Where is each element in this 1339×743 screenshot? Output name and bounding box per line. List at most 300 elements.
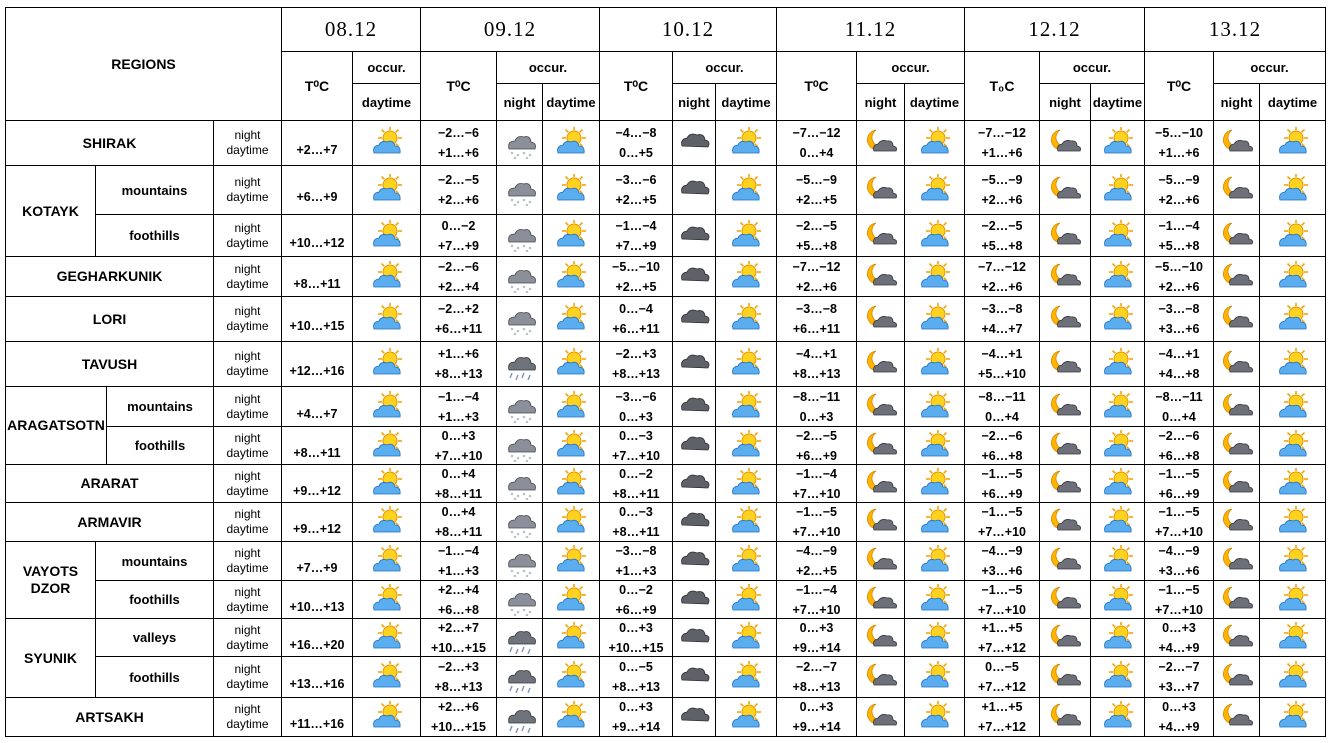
moon-cloud-icon: [864, 468, 898, 500]
night-temp: −1…−4: [437, 389, 479, 404]
temperature-cell: [776, 256, 857, 297]
daytime-temp: +9…+14: [792, 640, 841, 655]
temperature-cell: [964, 541, 1040, 581]
sun-cloud-icon: [904, 541, 965, 581]
moon-cloud-icon: [1213, 296, 1260, 342]
sun-cloud-icon: [352, 341, 421, 387]
moon-cloud-icon: [864, 261, 898, 293]
night-temp: +2…+6: [437, 700, 479, 714]
moon-cloud-icon: [856, 656, 905, 698]
sun-cloud-icon: [1259, 165, 1326, 215]
sun-cloud-icon: [1276, 303, 1310, 335]
sun-cloud-icon: [1101, 661, 1135, 693]
temperature-cell: [281, 697, 353, 737]
temperature-cell: [776, 580, 857, 619]
daytime-temp: +2…+6: [437, 193, 479, 207]
temperature-cell: [776, 541, 857, 581]
sun-cloud-icon: [918, 391, 952, 423]
sun-cloud-icon: [1259, 256, 1326, 297]
temperature-cell: [281, 580, 353, 619]
moon-cloud-icon: [1048, 127, 1082, 159]
night-label: night: [234, 128, 261, 142]
sun-cloud-icon: [370, 701, 404, 733]
sun-cloud-icon: [352, 697, 421, 737]
time-label: [213, 697, 282, 737]
sun-cloud-icon: [352, 580, 421, 619]
sun-cloud-icon: [352, 618, 421, 657]
sun-cloud-icon: [542, 541, 600, 581]
sun-cloud-icon: [918, 506, 952, 538]
temperature-cell: [420, 580, 497, 619]
snow-cloud-icon: [503, 391, 537, 423]
moon-cloud-icon: [1220, 348, 1254, 380]
sun-cloud-icon: [1090, 256, 1145, 297]
moon-cloud-icon: [1213, 580, 1260, 619]
sun-cloud-icon: [554, 701, 588, 733]
moon-cloud-icon: [856, 341, 905, 387]
sun-cloud-icon: [1101, 174, 1135, 206]
daytime-label: daytime: [226, 190, 269, 204]
moon-cloud-icon: [856, 697, 905, 737]
temperature-cell: [599, 256, 673, 297]
dark-cloud-icon: [677, 506, 711, 538]
daytime-temp: +1…+3: [437, 409, 479, 424]
dark-cloud-icon: [677, 584, 711, 616]
sun-cloud-icon: [918, 261, 952, 293]
temperature-cell: [420, 697, 497, 737]
night-temp: 0…−2: [619, 582, 653, 597]
sun-cloud-icon: [1259, 580, 1326, 619]
daytime-temp: +10…+15: [289, 319, 345, 333]
dark-cloud-icon: [677, 391, 711, 423]
time-label: [213, 256, 282, 297]
temperature-cell: [964, 341, 1040, 387]
sun-cloud-icon: [1259, 464, 1326, 503]
moon-cloud-icon: [1048, 303, 1082, 335]
temperature-cell: [420, 426, 497, 465]
night-temp: −7…−12: [978, 259, 1026, 274]
sun-cloud-icon: [715, 426, 777, 465]
night-label: night: [234, 702, 261, 716]
moon-cloud-icon: [1220, 545, 1254, 577]
sun-cloud-icon: [918, 622, 952, 654]
daytime-header: daytime: [904, 83, 965, 121]
moon-cloud-icon: [1220, 261, 1254, 293]
subregion-name: mountains: [95, 541, 214, 581]
daytime-label: daytime: [226, 406, 269, 421]
daytime-label: daytime: [226, 637, 269, 652]
night-temp: −2…+3: [615, 347, 657, 361]
region-name: TAVUSH: [5, 341, 214, 387]
temperature-cell: [964, 697, 1040, 737]
temperature-cell: [964, 256, 1040, 297]
snow-cloud-icon: [496, 426, 543, 465]
sun-cloud-icon: [729, 391, 763, 423]
sun-cloud-icon: [715, 165, 777, 215]
moon-cloud-icon: [1039, 426, 1091, 465]
sun-cloud-icon: [370, 174, 404, 206]
temperature-cell: [964, 426, 1040, 465]
sun-cloud-icon: [1101, 584, 1135, 616]
dark-cloud-icon: [677, 303, 711, 335]
moon-cloud-icon: [864, 545, 898, 577]
night-temp: +1…+5: [981, 620, 1023, 635]
moon-cloud-icon: [1039, 386, 1091, 427]
sun-cloud-icon: [1276, 545, 1310, 577]
night-temp: −2…−5: [795, 218, 837, 233]
snow-cloud-icon: [496, 464, 543, 503]
moon-cloud-icon: [1220, 506, 1254, 538]
sun-cloud-icon: [1101, 701, 1135, 733]
daytime-temp: +1…+6: [981, 146, 1023, 160]
sun-cloud-icon: [1259, 426, 1326, 465]
temperature-cell: [281, 464, 353, 503]
daytime-temp: +9…+12: [293, 522, 341, 536]
sun-cloud-icon: [715, 296, 777, 342]
daytime-temp: +2…+6: [795, 279, 837, 294]
region-name: SYUNIK: [5, 618, 96, 698]
moon-cloud-icon: [1048, 174, 1082, 206]
temperature-header: T₀C: [964, 51, 1040, 121]
time-label: [213, 386, 282, 427]
sun-cloud-icon: [554, 391, 588, 423]
moon-cloud-icon: [1039, 618, 1091, 657]
moon-cloud-icon: [1220, 622, 1254, 654]
temperature-cell: [1144, 296, 1214, 342]
temperature-cell: [599, 618, 673, 657]
sun-cloud-icon: [729, 430, 763, 462]
sun-cloud-icon: [715, 656, 777, 698]
daytime-temp: +5…+8: [795, 238, 837, 253]
temperature-cell: [281, 502, 353, 542]
sun-cloud-icon: [1101, 430, 1135, 462]
snow-cloud-icon: [503, 468, 537, 500]
snow-cloud-icon: [496, 120, 543, 166]
night-label: night: [234, 430, 261, 445]
night-temp: −7…−12: [792, 126, 841, 140]
daytime-temp: +7…+10: [1155, 525, 1203, 539]
night-temp: −1…−5: [981, 466, 1023, 481]
date-header: 09.12: [420, 7, 600, 52]
temperature-cell: [599, 120, 673, 166]
temperature-cell: [420, 165, 497, 215]
night-temp: −7…−12: [792, 259, 841, 274]
daytime-temp: +3…+6: [981, 564, 1023, 578]
time-label: [213, 341, 282, 387]
daytime-temp: +7…+10: [792, 602, 841, 617]
moon-cloud-icon: [1213, 341, 1260, 387]
sun-cloud-icon: [1101, 348, 1135, 380]
daytime-temp: +6…+11: [792, 322, 841, 336]
daytime-temp: +6…+9: [1158, 486, 1200, 501]
moon-cloud-icon: [1039, 341, 1091, 387]
daytime-temp: +10…+13: [289, 599, 345, 614]
snow-cloud-icon: [503, 584, 537, 616]
sun-cloud-icon: [904, 697, 965, 737]
daytime-label: daytime: [226, 445, 269, 460]
night-temp: −1…−5: [981, 582, 1023, 597]
moon-cloud-icon: [864, 303, 898, 335]
night-temp: −1…−4: [795, 466, 837, 481]
night-temp: −2…−6: [1158, 428, 1200, 443]
sun-cloud-icon: [1090, 120, 1145, 166]
temperature-cell: [599, 426, 673, 465]
sun-cloud-icon: [542, 656, 600, 698]
sun-cloud-icon: [1276, 348, 1310, 380]
dark-cloud-icon: [677, 174, 711, 206]
moon-cloud-icon: [1039, 580, 1091, 619]
sun-cloud-icon: [729, 661, 763, 693]
moon-cloud-icon: [1220, 661, 1254, 693]
occurrence-header: occur.: [672, 51, 777, 84]
subregion-name: mountains: [106, 386, 214, 427]
night-temp: −1…−4: [795, 582, 837, 597]
temperature-cell: [964, 120, 1040, 166]
daytime-temp: +7…+10: [434, 448, 483, 463]
sun-cloud-icon: [1276, 391, 1310, 423]
sun-cloud-icon: [729, 220, 763, 252]
moon-cloud-icon: [1220, 127, 1254, 159]
daytime-header: daytime: [542, 83, 600, 121]
dark-cloud-icon: [672, 341, 716, 387]
occurrence-header: occur.: [1039, 51, 1145, 84]
moon-cloud-icon: [864, 430, 898, 462]
moon-cloud-icon: [856, 580, 905, 619]
dark-cloud-icon: [677, 622, 711, 654]
sun-cloud-icon: [729, 584, 763, 616]
temperature-cell: [281, 426, 353, 465]
sun-cloud-icon: [904, 256, 965, 297]
daytime-temp: +1…+6: [437, 146, 479, 160]
sun-cloud-icon: [542, 165, 600, 215]
moon-cloud-icon: [864, 661, 898, 693]
daytime-temp: +7…+9: [437, 238, 479, 253]
date-header: 11.12: [776, 7, 965, 52]
daytime-temp: +10…+15: [431, 640, 486, 655]
daytime-label: daytime: [226, 599, 269, 614]
night-temp: 0…−5: [619, 660, 653, 674]
night-temp: 0…−4: [619, 302, 653, 316]
temperature-cell: [776, 165, 857, 215]
sun-cloud-icon: [370, 261, 404, 293]
sun-cloud-icon: [370, 545, 404, 577]
moon-cloud-icon: [1213, 256, 1260, 297]
night-temp: 0…+3: [799, 620, 834, 635]
daytime-temp: +8…+11: [293, 276, 341, 291]
sun-cloud-icon: [352, 386, 421, 427]
subregion-name: foothills: [95, 656, 214, 698]
date-header: 13.12: [1144, 7, 1326, 52]
sun-cloud-icon: [1090, 541, 1145, 581]
time-label: [213, 464, 282, 503]
sun-cloud-icon: [1276, 584, 1310, 616]
daytime-temp: +2…+5: [795, 193, 837, 207]
subregion-name: mountains: [95, 165, 214, 215]
moon-cloud-icon: [856, 256, 905, 297]
night-label: night: [234, 622, 261, 637]
sun-cloud-icon: [918, 303, 952, 335]
daytime-temp: +13…+16: [289, 677, 345, 691]
occurrence-header: occur.: [496, 51, 600, 84]
region-name: GEGHARKUNIK: [5, 256, 214, 297]
daytime-temp: +2…+6: [1158, 279, 1200, 294]
temperature-cell: [420, 502, 497, 542]
date-header: 10.12: [599, 7, 777, 52]
dark-cloud-icon: [672, 464, 716, 503]
dark-cloud-icon: [672, 214, 716, 257]
temperature-cell: [964, 296, 1040, 342]
temperature-cell: [420, 541, 497, 581]
temperature-cell: [1144, 120, 1214, 166]
snow-cloud-icon: [496, 256, 543, 297]
night-temp: −2…−5: [981, 218, 1023, 233]
night-temp: −4…+1: [795, 347, 837, 361]
moon-cloud-icon: [856, 165, 905, 215]
subregion-name: foothills: [95, 214, 214, 257]
sun-cloud-icon: [1276, 430, 1310, 462]
night-temp: −5…−9: [1158, 173, 1200, 187]
sun-cloud-icon: [904, 341, 965, 387]
temperature-cell: [599, 541, 673, 581]
time-label: [213, 165, 282, 215]
daytime-temp: +8…+11: [293, 445, 341, 460]
moon-cloud-icon: [1048, 261, 1082, 293]
night-temp: −2…−6: [981, 428, 1023, 443]
temperature-cell: [281, 165, 353, 215]
sun-cloud-icon: [715, 580, 777, 619]
sun-cloud-icon: [1101, 545, 1135, 577]
sun-cloud-icon: [1259, 502, 1326, 542]
dark-cloud-icon: [677, 261, 711, 293]
sun-cloud-icon: [729, 127, 763, 159]
sun-cloud-icon: [1276, 468, 1310, 500]
night-temp: −4…+1: [1158, 347, 1200, 361]
moon-cloud-icon: [1048, 220, 1082, 252]
moon-cloud-icon: [1048, 701, 1082, 733]
daytime-temp: 0…+4: [985, 409, 1019, 424]
temperature-cell: [964, 656, 1040, 698]
night-temp: −3…−8: [615, 544, 657, 558]
sun-cloud-icon: [554, 430, 588, 462]
dark-cloud-icon: [672, 541, 716, 581]
sun-cloud-icon: [715, 386, 777, 427]
sun-cloud-icon: [1090, 618, 1145, 657]
daytime-temp: +2…+6: [981, 279, 1023, 294]
sun-cloud-icon: [554, 127, 588, 159]
moon-cloud-icon: [1213, 656, 1260, 698]
temperature-cell: [281, 214, 353, 257]
moon-cloud-icon: [1048, 545, 1082, 577]
temperature-cell: [599, 464, 673, 503]
sun-cloud-icon: [918, 174, 952, 206]
date-header: 12.12: [964, 7, 1145, 52]
daytime-temp: +8…+13: [612, 367, 660, 381]
daytime-label: daytime: [226, 717, 269, 731]
night-temp: 0…+3: [619, 620, 653, 635]
temperature-header: T⁰C: [1144, 51, 1214, 121]
sun-cloud-icon: [1259, 214, 1326, 257]
sun-cloud-icon: [554, 303, 588, 335]
dark-cloud-icon: [672, 256, 716, 297]
time-label: [213, 120, 282, 166]
region-name: VAYOTS DZOR: [5, 541, 96, 619]
night-temp: −4…−9: [1158, 544, 1200, 558]
moon-cloud-icon: [1213, 502, 1260, 542]
daytime-temp: +7…+10: [612, 448, 660, 463]
sun-cloud-icon: [1259, 541, 1326, 581]
snow-cloud-icon: [503, 220, 537, 252]
temperature-cell: [599, 214, 673, 257]
dark-cloud-icon: [672, 697, 716, 737]
moon-cloud-icon: [864, 701, 898, 733]
moon-cloud-icon: [1048, 506, 1082, 538]
night-temp: −2…−6: [437, 126, 479, 140]
sun-cloud-icon: [729, 701, 763, 733]
sun-cloud-icon: [542, 296, 600, 342]
sun-cloud-icon: [1101, 220, 1135, 252]
moon-cloud-icon: [1039, 464, 1091, 503]
daytime-temp: +8…+13: [792, 680, 841, 694]
night-label: night: [234, 175, 261, 189]
night-temp: −1…−4: [437, 544, 479, 558]
sun-cloud-icon: [715, 618, 777, 657]
daytime-header: daytime: [1259, 83, 1326, 121]
night-temp: −2…−5: [437, 173, 479, 187]
moon-cloud-icon: [856, 120, 905, 166]
night-label: night: [234, 304, 261, 318]
sun-cloud-icon: [542, 502, 600, 542]
moon-cloud-icon: [1220, 303, 1254, 335]
night-temp: 0…−2: [441, 218, 476, 233]
sun-cloud-icon: [715, 541, 777, 581]
sun-cloud-icon: [542, 697, 600, 737]
daytime-temp: +8…+13: [792, 367, 841, 381]
rain-cloud-icon: [503, 622, 537, 654]
temperature-cell: [599, 341, 673, 387]
sun-cloud-icon: [370, 127, 404, 159]
dark-cloud-icon: [677, 468, 711, 500]
dark-cloud-icon: [672, 296, 716, 342]
time-label: [213, 296, 282, 342]
rain-cloud-icon: [496, 656, 543, 698]
temperature-cell: [1144, 214, 1214, 257]
sun-cloud-icon: [542, 464, 600, 503]
daytime-temp: +2…+5: [615, 279, 657, 294]
snow-cloud-icon: [503, 174, 537, 206]
temperature-cell: [964, 580, 1040, 619]
sun-cloud-icon: [370, 220, 404, 252]
sun-cloud-icon: [1090, 426, 1145, 465]
temperature-cell: [776, 120, 857, 166]
moon-cloud-icon: [1039, 502, 1091, 542]
daytime-temp: 0…+3: [619, 409, 653, 424]
daytime-temp: +2…+6: [981, 193, 1023, 207]
time-label: [213, 426, 282, 465]
sun-cloud-icon: [1090, 656, 1145, 698]
night-temp: 0…+4: [441, 505, 476, 519]
daytime-temp: +6…+8: [437, 602, 479, 617]
moon-cloud-icon: [1213, 214, 1260, 257]
sun-cloud-icon: [904, 165, 965, 215]
sun-cloud-icon: [904, 580, 965, 619]
rain-cloud-icon: [496, 341, 543, 387]
subregion-name: foothills: [106, 426, 214, 465]
daytime-temp: +16…+20: [289, 637, 345, 652]
sun-cloud-icon: [904, 656, 965, 698]
snow-cloud-icon: [503, 430, 537, 462]
sun-cloud-icon: [1090, 386, 1145, 427]
daytime-label: daytime: [226, 483, 269, 498]
